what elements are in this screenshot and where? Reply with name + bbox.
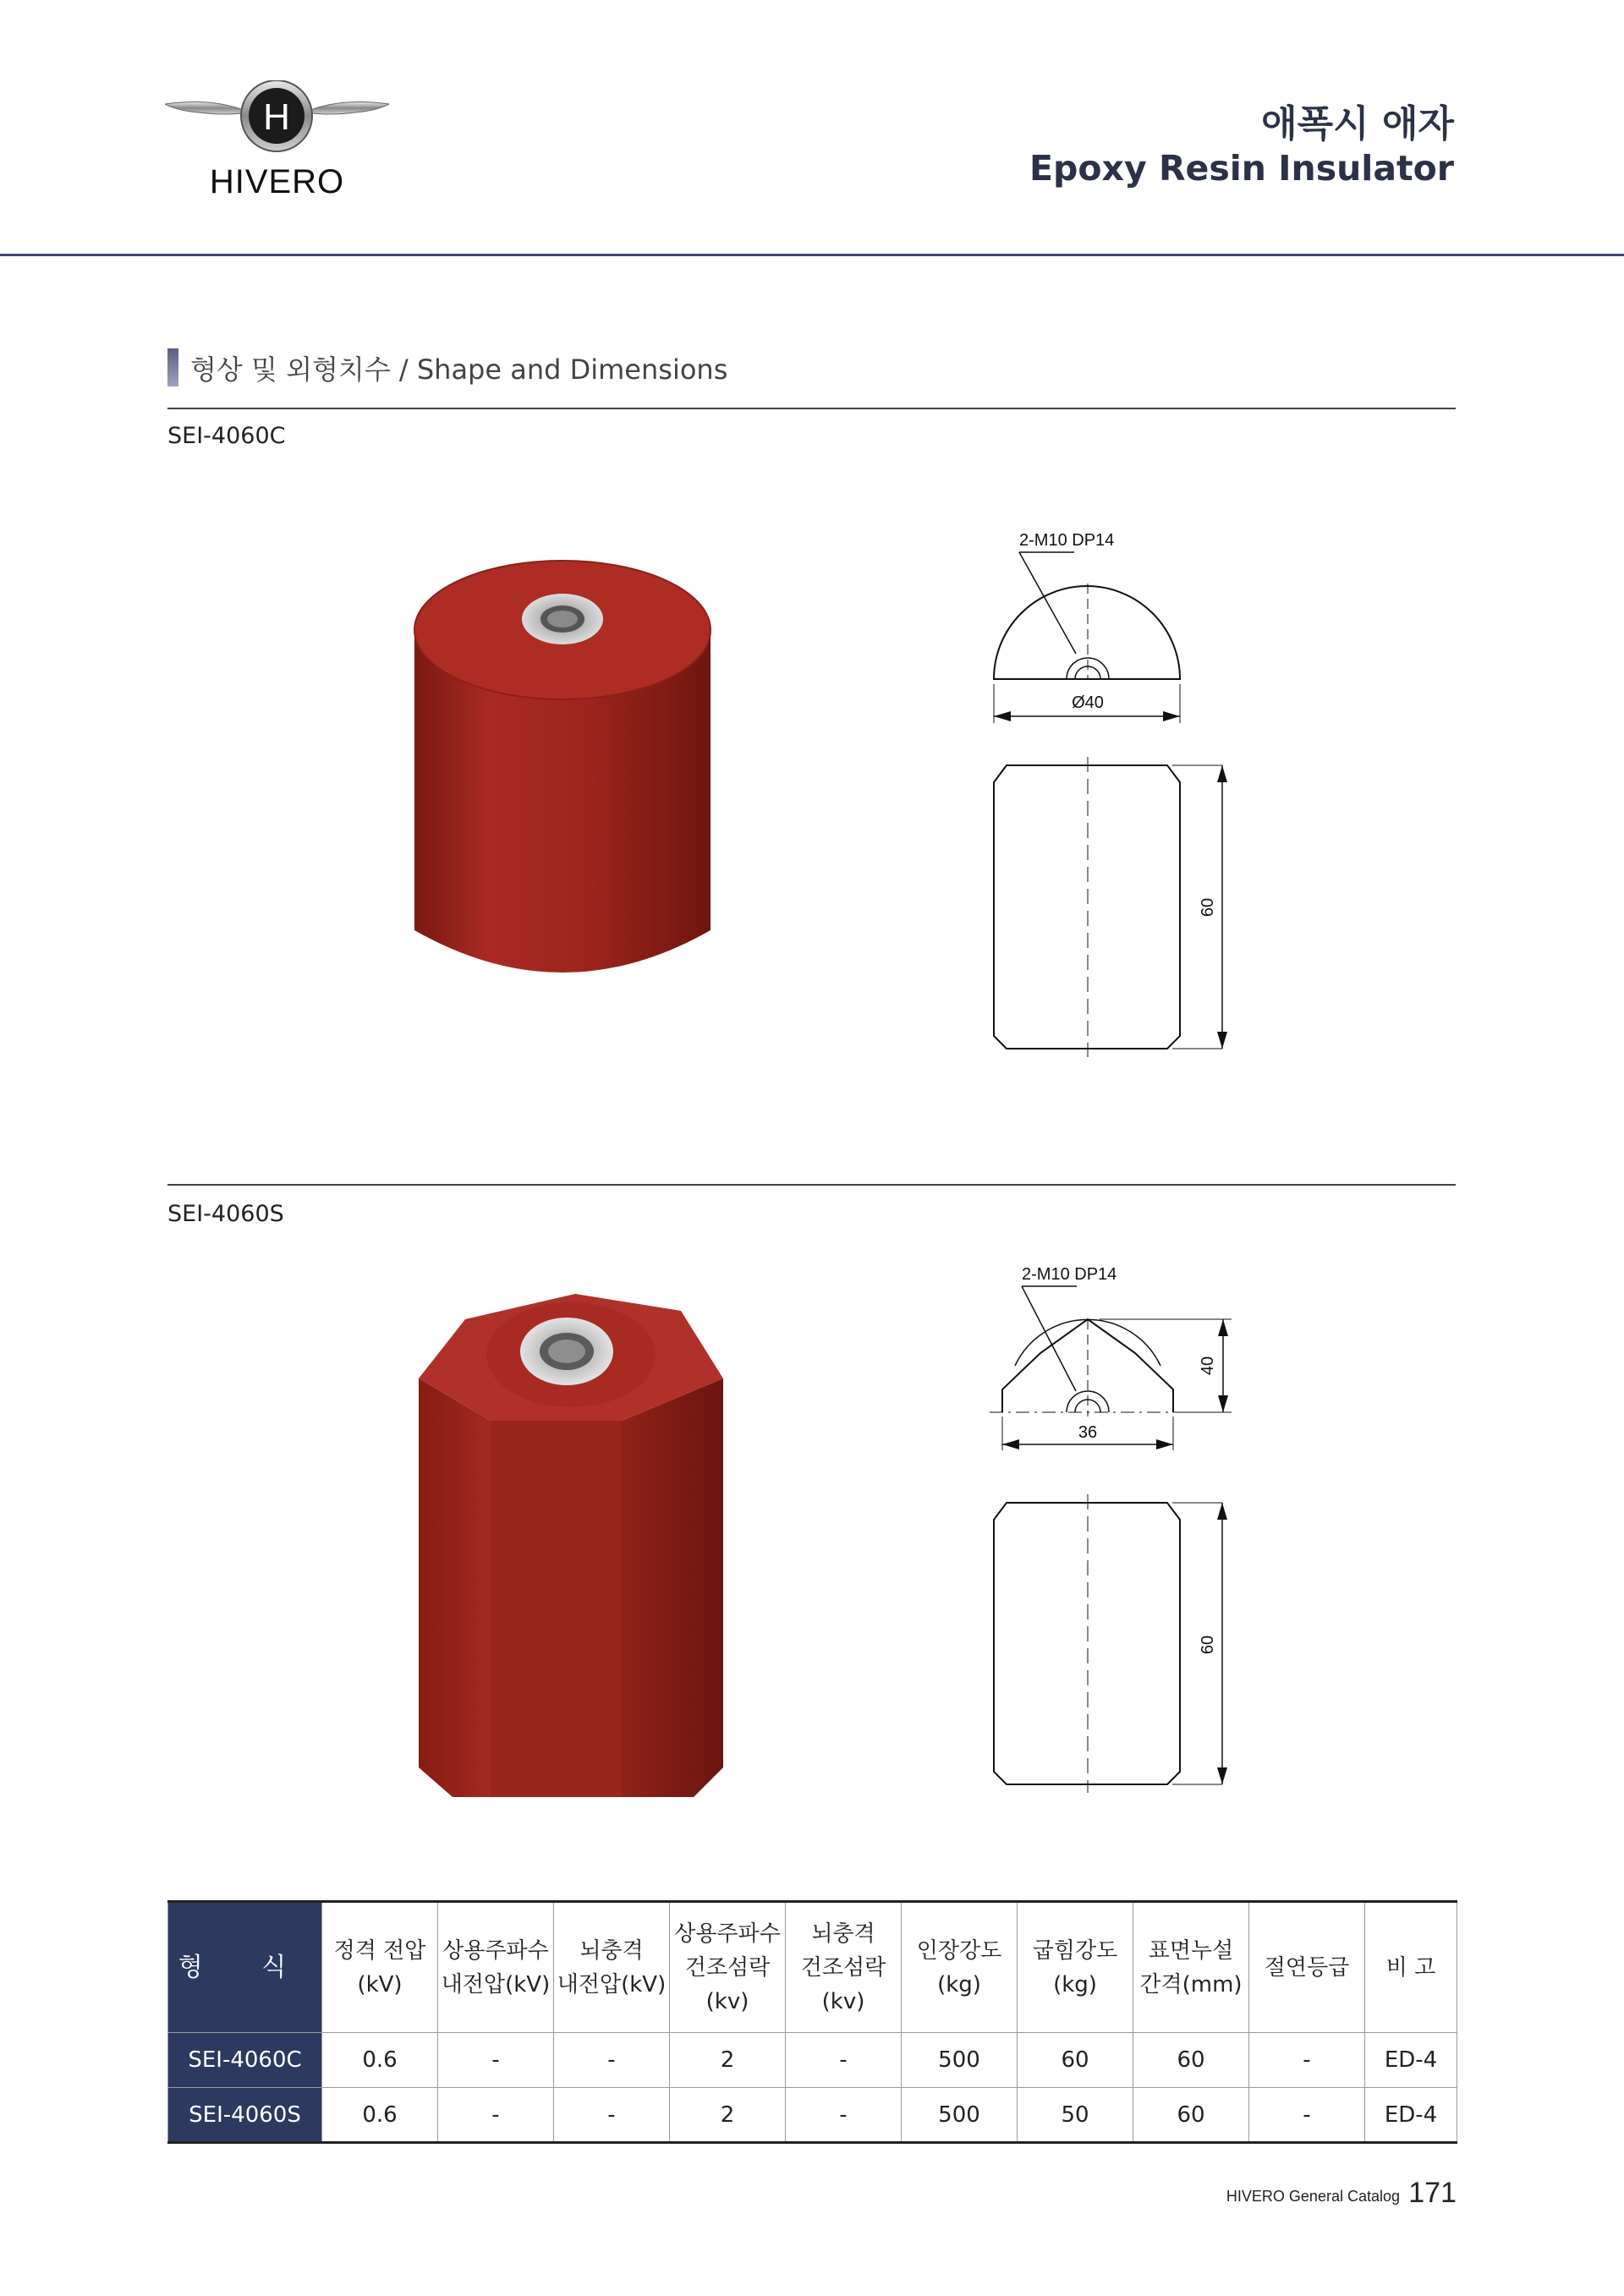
table-cell: - — [1249, 2033, 1365, 2088]
footer-catalog-name: HIVERO General Catalog — [1226, 2188, 1400, 2205]
dimension-drawing-sei-4060c — [981, 529, 1252, 1061]
table-header-cell: 절연등급 — [1249, 1902, 1365, 2033]
table-cell: 2 — [670, 2088, 786, 2143]
table-header-cell: 정격 전압 (kV) — [322, 1902, 438, 2033]
page-title-korean: 애폭시 애자 — [1261, 102, 1454, 145]
table-cell: - — [1249, 2088, 1365, 2143]
table-cell-model: SEI-4060S — [168, 2088, 322, 2143]
svg-text:H: H — [263, 96, 290, 138]
hivero-logo — [165, 80, 393, 207]
section-divider — [167, 408, 1456, 409]
table-header-cell: 뇌충격 건조섬락 (kv) — [786, 1902, 902, 2033]
table-header-cell: 표면누설 간격(mm) — [1133, 1902, 1249, 2033]
table-cell: 2 — [670, 2033, 786, 2088]
model-label-sei-4060c: SEI-4060C — [167, 423, 286, 449]
table-cell: - — [786, 2033, 902, 2088]
table-header-cell: 뇌충격 내전압(kV) — [554, 1902, 670, 2033]
product-divider — [167, 1184, 1456, 1186]
table-header-row — [168, 1902, 1457, 2033]
section-marker — [167, 348, 178, 386]
product-photo-hexagon — [414, 1294, 727, 1797]
table-cell: 50 — [1018, 2088, 1133, 2143]
table-cell: 60 — [1133, 2088, 1249, 2143]
diameter-label: Ø40 — [1072, 693, 1104, 712]
dimension-drawing-sei-4060s — [981, 1264, 1252, 1797]
table-header-cell: 인장강도 (kg) — [902, 1902, 1018, 2033]
width-label: 36 — [1078, 1423, 1098, 1442]
header-divider — [0, 254, 1624, 256]
table-cell: - — [438, 2088, 554, 2143]
table-cell: - — [786, 2088, 902, 2143]
thread-label: 2-M10 DP14 — [1022, 1265, 1117, 1284]
table-header-cell: 비 고 — [1365, 1902, 1457, 2033]
page-title-english: Epoxy Resin Insulator — [1029, 148, 1454, 189]
table-cell: ED-4 — [1365, 2088, 1457, 2143]
table-row — [168, 2033, 1457, 2088]
height-label: 60 — [1199, 1635, 1217, 1655]
depth-label: 40 — [1199, 1356, 1217, 1376]
section-title: 형상 및 외형치수 / Shape and Dimensions — [190, 353, 728, 386]
product-photo-cylinder — [406, 558, 719, 1015]
table-row — [168, 2088, 1457, 2143]
table-cell: 500 — [902, 2033, 1018, 2088]
table-cell: - — [438, 2033, 554, 2088]
table-cell: 0.6 — [322, 2033, 438, 2088]
table-header-cell: 상용주파수 내전압(kV) — [438, 1902, 554, 2033]
table-header-model: 형 식 — [168, 1902, 322, 2033]
table-cell: - — [554, 2088, 670, 2143]
hivero-emblem-icon — [165, 80, 389, 165]
logo-text: HIVERO — [209, 163, 345, 200]
table-header-cell: 굽힘강도 (kg) — [1018, 1902, 1133, 2033]
table-cell: 0.6 — [322, 2088, 438, 2143]
model-label-sei-4060s: SEI-4060S — [167, 1201, 284, 1227]
table-cell: 60 — [1133, 2033, 1249, 2088]
table-cell: ED-4 — [1365, 2033, 1457, 2088]
height-label: 60 — [1199, 897, 1217, 918]
table-header-cell: 상용주파수 건조섬락 (kv) — [670, 1902, 786, 2033]
specification-table — [167, 1900, 1457, 2144]
table-cell-model: SEI-4060C — [168, 2033, 322, 2088]
thread-label: 2-M10 DP14 — [1019, 531, 1115, 550]
table-cell: 500 — [902, 2088, 1018, 2143]
table-cell: 60 — [1018, 2033, 1133, 2088]
table-cell: - — [554, 2033, 670, 2088]
page-number: 171 — [1408, 2177, 1457, 2209]
